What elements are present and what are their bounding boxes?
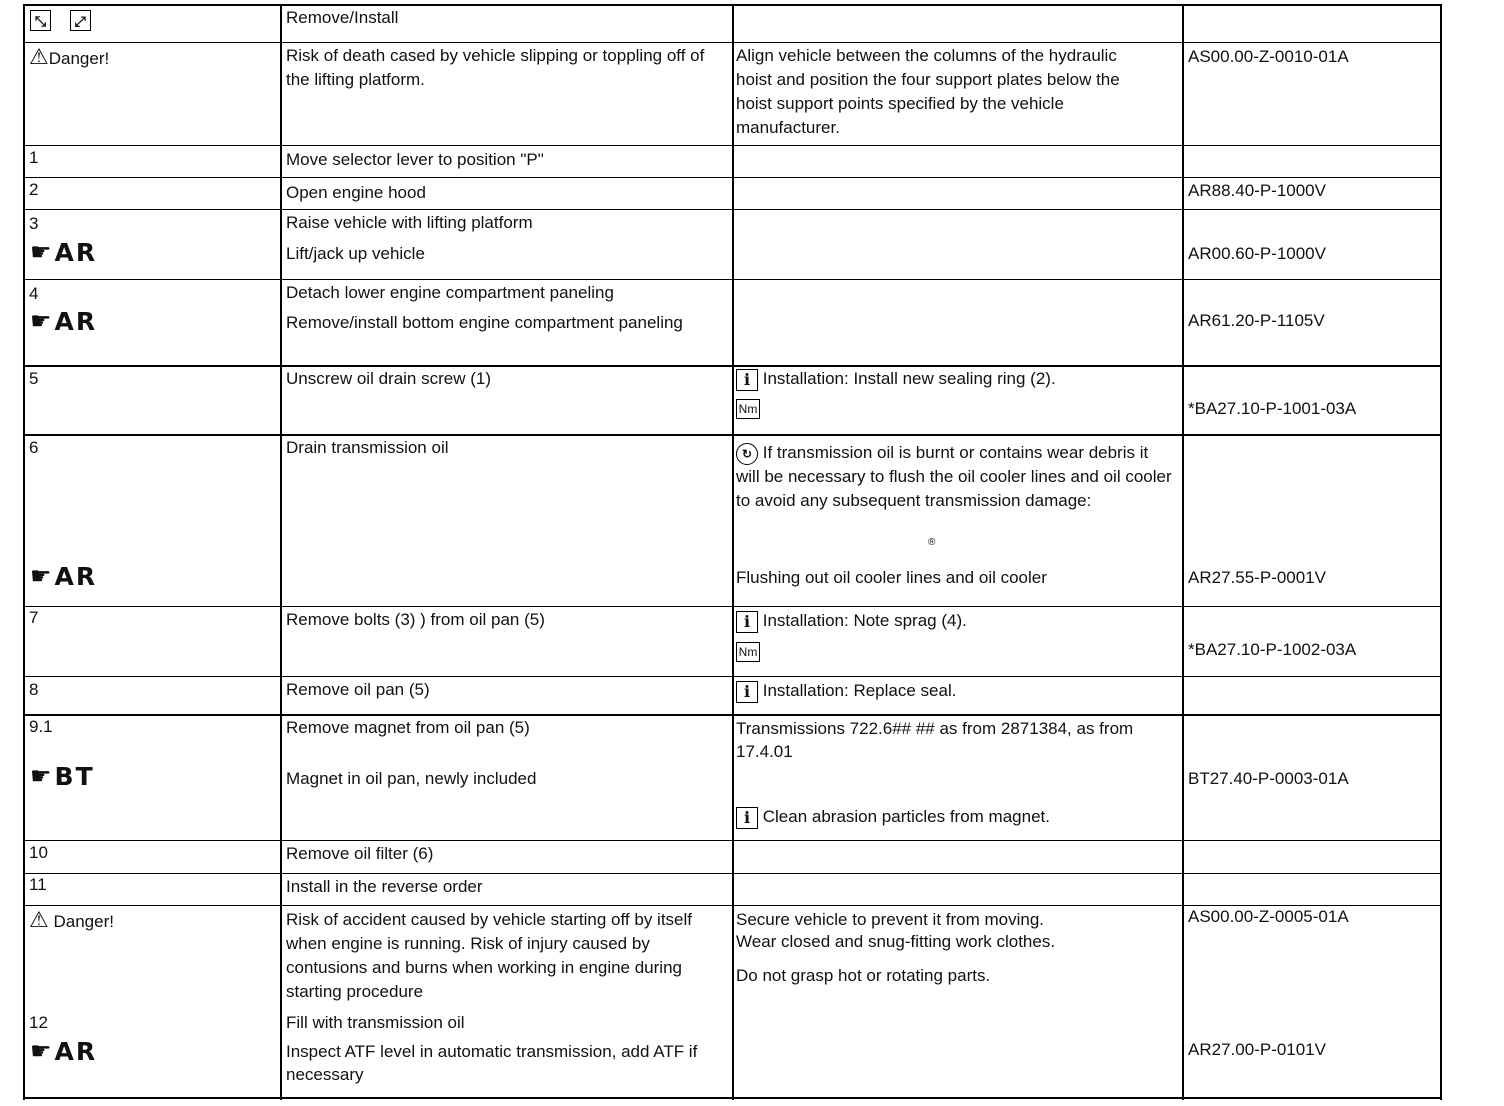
step-subtext: Lift/jack up vehicle bbox=[286, 244, 425, 263]
step-number: 2 bbox=[29, 180, 39, 199]
pointing-hand-icon: ☛ bbox=[30, 1037, 52, 1065]
step-reference: AR27.00-P-0101V bbox=[1188, 1040, 1326, 1059]
step-text: Install in the reverse order bbox=[286, 877, 483, 896]
row-divider bbox=[24, 365, 1442, 367]
installation-note: i Installation: Note sprag (4). bbox=[736, 610, 967, 633]
row-divider bbox=[24, 145, 1442, 146]
pointing-hand-icon: ☛ bbox=[30, 307, 52, 335]
cleaning-note: i Clean abrasion particles from magnet. bbox=[736, 806, 1050, 829]
row-divider bbox=[24, 209, 1442, 210]
pointing-hand-reference: ☛ AR bbox=[30, 561, 98, 591]
expand-arrows-icon: ⤢ bbox=[70, 10, 91, 31]
step-number: 8 bbox=[29, 680, 39, 699]
danger-text: Risk of death cased by vehicle slipping or toppling off of the lifting platform. bbox=[286, 46, 705, 89]
step-number: 12 bbox=[29, 1013, 48, 1032]
step-number: 9.1 bbox=[29, 717, 53, 736]
step-subtext: Remove/install bottom engine compartment paneling bbox=[286, 313, 683, 332]
installation-note: i Installation: Replace seal. bbox=[736, 680, 956, 703]
torque-note bbox=[736, 397, 760, 419]
step-reference: *BA27.10-P-1001-03A bbox=[1188, 399, 1357, 418]
row-divider bbox=[24, 676, 1442, 677]
environment-note-icon: ↻ bbox=[736, 443, 758, 465]
danger-text: Risk of accident caused by vehicle starting off by itself when engine is running. Risk of injury caused by contusions and burns when working in engine during starting procedure bbox=[286, 910, 692, 1001]
step-reference: AR00.60-P-1000V bbox=[1188, 244, 1326, 263]
row-divider bbox=[24, 42, 1442, 43]
row-divider bbox=[24, 873, 1442, 874]
danger-note: Do not grasp hot or rotating parts. bbox=[736, 966, 991, 985]
column-divider bbox=[732, 4, 734, 1100]
danger-note: Secure vehicle to prevent it from moving. bbox=[736, 910, 1045, 929]
step-text: Drain transmission oil bbox=[286, 438, 449, 457]
danger-note: Align vehicle between the columns of the hydraulic hoist and position the four support plates below the hoist support points specified by the vehicle manufacturer. bbox=[736, 46, 1120, 137]
flush-warning-note: ↻ If transmission oil is burnt or contains wear debris it will be necessary to flush the oil cooler lines and oil cooler to avoid any subsequent transmission damage: bbox=[736, 443, 1172, 510]
row-divider bbox=[24, 279, 1442, 280]
step-text: Remove bolts (3) ) from oil pan (5) bbox=[286, 610, 545, 629]
danger-reference: AS00.00-Z-0010-01A bbox=[1188, 47, 1349, 66]
step-subtext: Flushing out oil cooler lines and oil cooler bbox=[736, 568, 1047, 587]
step-text: Fill with transmission oil bbox=[286, 1013, 465, 1032]
header-action: Remove/Install bbox=[286, 8, 399, 27]
info-icon: i bbox=[736, 681, 758, 703]
table-border-right bbox=[1440, 4, 1442, 1100]
step-reference: AR88.40-P-1000V bbox=[1188, 181, 1326, 200]
step-text: Move selector lever to position "P" bbox=[286, 150, 544, 169]
danger-note: Wear closed and snug-fitting work clothes. bbox=[736, 932, 1056, 951]
step-text: Unscrew oil drain screw (1) bbox=[286, 369, 491, 388]
danger-reference: AS00.00-Z-0005-01A bbox=[1188, 907, 1349, 926]
step-reference: AR61.20-P-1105V bbox=[1188, 311, 1325, 330]
warning-triangle-icon: ⚠ bbox=[29, 907, 49, 932]
step-text: Detach lower engine compartment paneling bbox=[286, 283, 614, 302]
step-subtext: Inspect ATF level in automatic transmission, add ATF if necessary bbox=[286, 1042, 698, 1084]
column-divider bbox=[280, 4, 282, 1100]
row-divider bbox=[24, 434, 1442, 436]
step-number: 10 bbox=[29, 843, 48, 862]
pointing-hand-reference: ☛ AR bbox=[30, 237, 98, 267]
row-divider bbox=[24, 606, 1442, 607]
step-number: 4 bbox=[29, 284, 39, 303]
step-number: 11 bbox=[29, 875, 47, 894]
applicability-note: Transmissions 722.6## ## as from 2871384, as from 17.4.01 bbox=[736, 719, 1134, 761]
info-icon: i bbox=[736, 807, 758, 829]
pointing-hand-reference: ☛ BT bbox=[30, 761, 95, 791]
pointing-hand-reference: ☛ AR bbox=[30, 306, 98, 336]
table-border-bottom bbox=[24, 1097, 1442, 1099]
step-number: 1 bbox=[29, 148, 39, 167]
step-text: Remove oil pan (5) bbox=[286, 680, 430, 699]
row-divider bbox=[24, 840, 1442, 841]
shrink-arrows-icon: ⤡ bbox=[30, 10, 51, 31]
step-reference: *BA27.10-P-1002-03A bbox=[1188, 640, 1357, 659]
procedure-table bbox=[24, 4, 1442, 1100]
pointing-hand-icon: ☛ bbox=[30, 762, 52, 790]
warning-triangle-icon: ⚠ bbox=[29, 44, 49, 69]
torque-nm-icon: Nm bbox=[736, 399, 760, 419]
header-icons bbox=[30, 9, 91, 31]
registered-mark: ® bbox=[928, 537, 936, 548]
pointing-hand-icon: ☛ bbox=[30, 562, 52, 590]
danger-label: ⚠ Danger! bbox=[29, 907, 114, 932]
step-number: 3 bbox=[29, 214, 39, 233]
step-number: 5 bbox=[29, 369, 39, 388]
step-text: Remove oil filter (6) bbox=[286, 844, 434, 863]
column-divider bbox=[1182, 4, 1184, 1100]
row-divider bbox=[24, 177, 1442, 178]
step-number: 6 bbox=[29, 438, 39, 457]
info-icon: i bbox=[736, 611, 758, 633]
row-divider bbox=[24, 714, 1442, 716]
danger-label: ⚠Danger! bbox=[29, 44, 110, 69]
step-number: 7 bbox=[29, 608, 39, 627]
step-reference: AR27.55-P-0001V bbox=[1188, 568, 1326, 587]
torque-note bbox=[736, 640, 760, 662]
table-border-left bbox=[23, 4, 25, 1100]
step-subtext: Magnet in oil pan, newly included bbox=[286, 769, 537, 788]
pointing-hand-reference: ☛ AR bbox=[30, 1036, 98, 1066]
pointing-hand-icon: ☛ bbox=[30, 238, 52, 266]
step-text: Open engine hood bbox=[286, 183, 426, 202]
table-border-top bbox=[24, 4, 1442, 6]
step-text: Remove magnet from oil pan (5) bbox=[286, 718, 530, 737]
torque-nm-icon: Nm bbox=[736, 642, 760, 662]
step-text: Raise vehicle with lifting platform bbox=[286, 213, 533, 232]
step-reference: BT27.40-P-0003-01A bbox=[1188, 769, 1349, 788]
info-icon: i bbox=[736, 369, 758, 391]
installation-note: i Installation: Install new sealing ring (2). bbox=[736, 368, 1056, 391]
